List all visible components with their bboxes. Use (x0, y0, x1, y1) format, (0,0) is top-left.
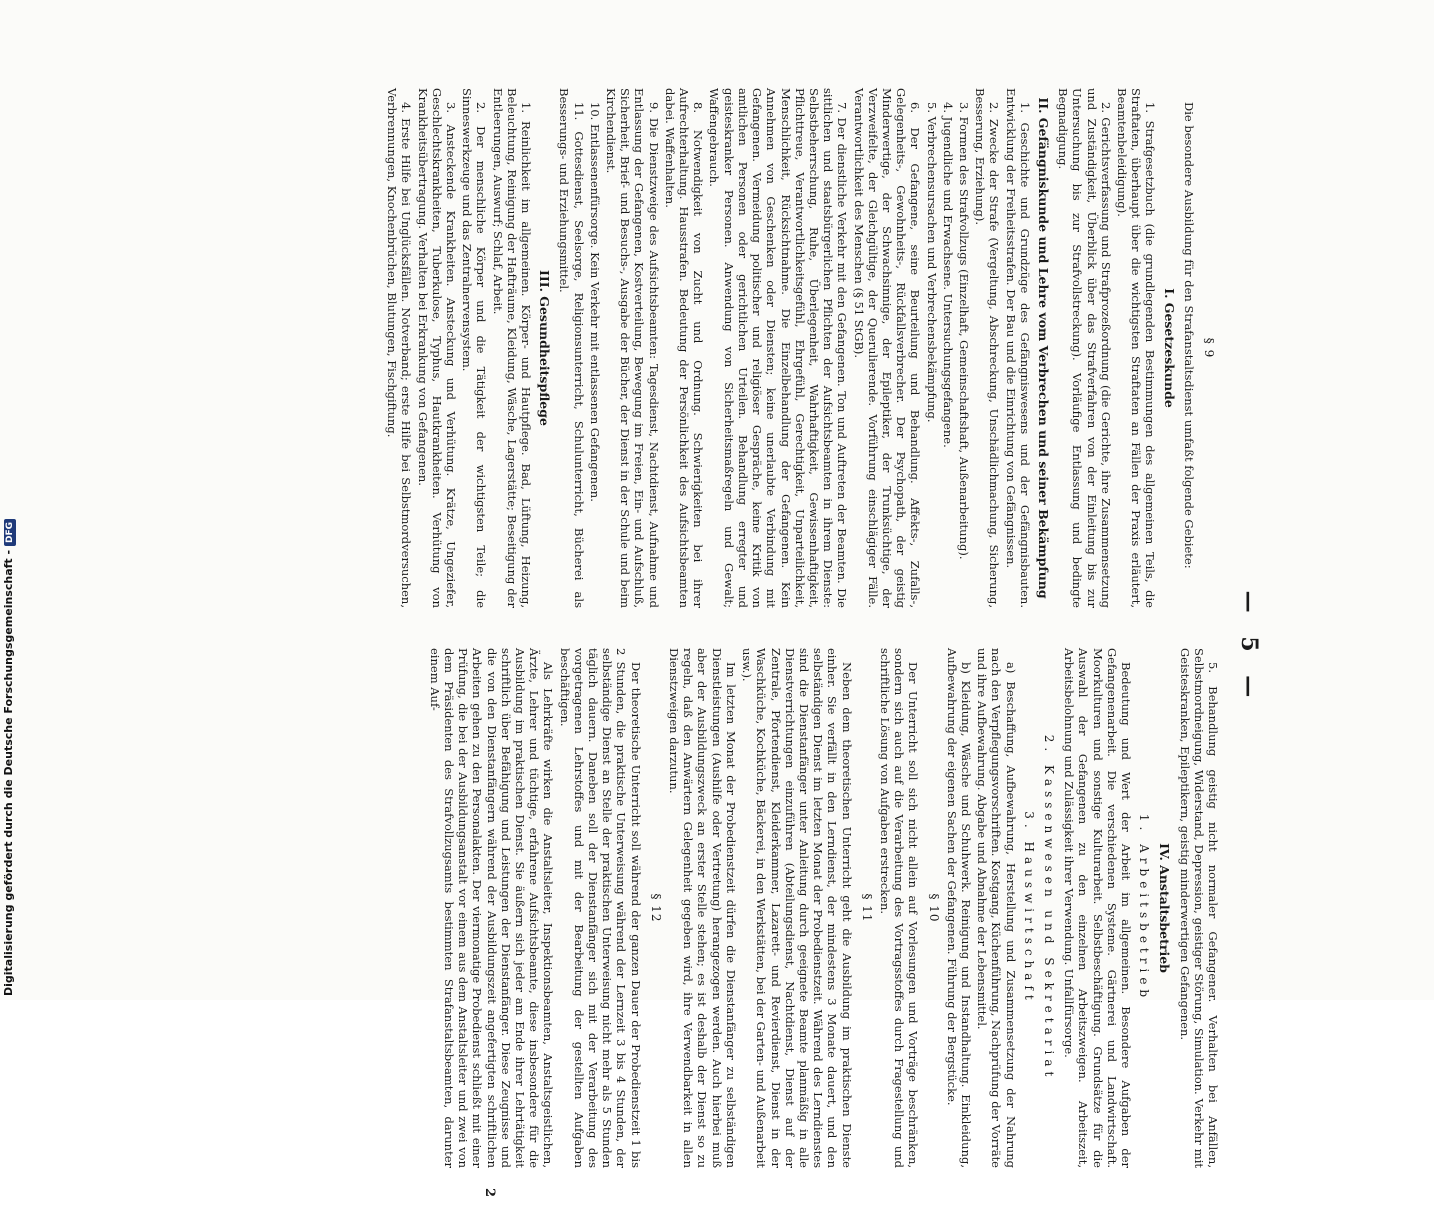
s2-item: 5. Verbrechensursachen und Verbrechensbekämpfung. (924, 102, 939, 423)
s2-item: 3. Formen des Strafvollzugs (Einzelhaft, Gemeinschaftshaft, Außenarbeitung). (956, 102, 971, 560)
s2-item: 6. Der Gefangene, seine Beurteilung und Behandlung. Affekts-, Zufalls-, Gelegenheits-, Gewohnheits-, Rückfallsverbrecher. Der Psychopath, der geistig Minderwertige, der Schwachsinnige, der Epileptiker, der Trunksüchtige, der Verzweifelte, der Gleichgültige, der Querulierende. Vorführung einschlägiger Fälle. Verantwortlichkeit des Menschen (§ 51 StGB). (851, 88, 923, 608)
arbeitsbetrieb-text: Bedeutung und Wert der Arbeit im allgemeinen. Besondere Aufgaben der Gefangenenarbeit. Die verschiedenen Systeme. Gärtnerei und Landwirtschaft. Moorkulturen und sonstige Kulturarbeit. Selbstbeschäftigung. Grundsätze für die Auswahl der Gefangenen zu den einzelnen Arbeitszweigen. Arbeitszeit, Arbeitsbelohnung und Zulässigkeit ihrer Verwendung. Unfallfürsorge. (1062, 648, 1133, 1168)
paragraph-9-title: § 9 (1202, 337, 1216, 359)
s1-item: 2. Gerichtsverfassung und Strafprozeßordnung (die Gerichte, ihre Zusammensetzung und Zuständigkeit, Überblick über das Strafverfahren von der Einleitung bis zur Untersuchung bis zur Strafvollstreckung). Vorläufige Entlassung und bedingte Begnadigung. (1056, 88, 1113, 608)
left-column (383, 88, 1220, 608)
subsection-arbeitsbetrieb: 1. Arbeitsbetrieb (1137, 813, 1152, 1003)
paragraph-11-title: § 11 (859, 893, 874, 923)
paragraph-13-text: Als Lehrkräfte wirken die Anstaltsleiter, Inspektionsbeamten, Anstaltsgeistlichen, Ärzte, Lehrer und tüchtige, erfahrene Aufsichtsbeamte, diese insbesondere für die Ausbildung im praktischen Dienst. Sie äußern sich jeder am Ende ihrer Lehrtätigkeit schriftlich über Befähigung und Leistungen der Dienstanfänger. Diese Zeugnisse und die von den Dienstanfängern während der Ausbildungszeit angefertigten schriftlichen Arbeiten gehen zu den Personalakten. Der viermonatige Probedienst schließt mit einer Prüfung, die bei der Ausbildungsanstalt vor einem aus dem Anstaltsleiter und zwei von dem Präsidenten des Strafvollzugsamts bestimmten Strafanstaltsbeamten, darunter einem Auf- (427, 648, 556, 1168)
s2-item: 10. Entlassenenfürsorge. Kein Verkehr mit entlassenen Gefangenen. (587, 102, 602, 502)
s2-item: 11. Gottesdienst, Seelsorge, Religionsunterricht, Schulunterricht, Bücherei als Besserungs- und Erziehungsmittel. (557, 88, 586, 608)
paragraph-11-text: Neben dem theoretischen Unterricht geht die Ausbildung im praktischen Dienste einher. Sie verfällt in den Lerndienst, der mindestens 3 Monate dauert, und den selbständigen Dienst im letzten Monat der Probedienstzeit. Während des Lerndienstes sind die Dienstanfänger unter Anleitung durch geeignete Beamte planmäßig in alle Dienstverrichtungen einzuführen (Abteilungsdienst, Nachtdienst, Dienst auf der Zentrale, Pfortendienst, Kleiderkammer, Lazarett- und Revierdienst, Dienst in der Waschküche, Kochküche, Bäckerei, in den Werkstätten, bei der Garten- und Außenarbeit usw.). (740, 648, 854, 1168)
credit-text: Digitalisierung gefördert durch die Deutsche Forschungsgemeinschaft - (2, 549, 15, 996)
paragraph-10-title: § 10 (926, 893, 941, 923)
section-3-title: III. Gesundheitspflege (537, 270, 553, 426)
s3-item: 3. Ansteckende Krankheiten. Ansteckung und Verhütung. Krätze, Ungeziefer, Geschlechtskrankheiten, Tuberkulose, Typhus, Hautkrankheiten. Verhütung von Krankheitsübertragung. Verhalten bei Erkrankung von Gefangenen. (415, 88, 459, 608)
paragraph-11-text: Im letzten Monat der Probedienstzeit dürfen die Dienstanfänger zu selbständigen Dienstleistungen (Aushilfe oder Vertretung) herangezogen werden. Auch hierbei muß aber der Ausbildungszweck an erster Stelle stehen; es ist deshalb der Dienst so zu regeln, daß den Anwärtern Gelegenheit gegeben wird, ihre Verwendbarkeit in allen Dienstzweigen darzutun. (667, 648, 738, 1168)
paragraph-12-text: Der theoretische Unterricht soll während der ganzen Dauer der Probedienstzeit 1 bis 2 Stunden, die praktische Unterweisung während der Lernzeit 3 bis 4 Stunden, der selbständige Dienst an Stelle der praktischen Unterweisung nicht mehr als 5 Stunden täglich dauern. Daneben soll der Dienstanfänger sich mit der Verarbeitung des vorgetragenen Lehrstoffes und mit der Bearbeitung der gestellten Aufgaben beschäftigen. (557, 648, 643, 1168)
dfg-logo: DFG (4, 519, 16, 546)
s2-item: 1. Geschichte und Grundzüge des Gefängniswesens und der Gefängnisbauten. Entwicklung der Freiheitsstrafen. Der Bau und die Einrichtung von Gefängnissen. (1003, 88, 1032, 608)
digitization-credit (2, 519, 16, 996)
paragraph-12-title: § 12 (648, 893, 663, 923)
section-2-title: II. Gefängniskunde und Lehre vom Verbrechen und seiner Bekämpfung (1035, 97, 1051, 599)
section-4-title: IV. Anstaltsbetrieb (1157, 843, 1173, 973)
right-column (426, 648, 1220, 1168)
s2-item: 9. Die Dienstzweige des Aufsichtsbeamten: Tagesdienst, Nachtdienst, Aufnahme und Entlassung der Gefangenen, Kostverteilung, Bewegung im Freien, Ein- und Aufschluß, Sicherheit, Brief- und Besuchs-, Ausgabe der Bücher, der Dienst in der Schule und beim Kirchendienst. (604, 88, 661, 608)
s2-item: 4. Jugendliche und Erwachsene. Untersuchungsgefangene. (940, 102, 955, 448)
section-1-title: I. Gesetzeskunde (1161, 288, 1177, 408)
hauswirtschaft-a: a) Beschaffung, Aufbewahrung, Herstellung und Zusammensetzung der Nahrung nach den Verpflegungsvorschriften. Kostgang, Küchenführung, Nachprüfung der Vorräte und ihre Aufbewahrung. Abgabe und Abnahme der Lebensmittel. (975, 648, 1018, 1168)
page-footer-number: 2 (482, 1188, 497, 1198)
paragraph-10-text: Der Unterricht soll sich nicht allein auf Vorlesungen und Vorträge beschränken, sondern sich auch auf die Verarbeitung des Vortragsstoffes durch Fragestellung und schriftliche Lösung von Aufgaben erstrecken. (877, 648, 921, 1168)
s2-item: 2. Zwecke der Strafe (Vergeltung, Abschreckung, Unschädlichmachung, Sicherung, Besserung, Erziehung). (973, 88, 1002, 608)
s3-item: 1. Reinlichkeit im allgemeinen. Körper- und Hautpflege. Bad, Lüftung, Heizung, Beleuchtung, Reinigung der Hafträume, Kleidung, Wäsche, Lagerstätte; Beseitigung der Entleerungen, Auswurf; Schlaf, Arbeit. (490, 88, 534, 608)
page-number-header: — 5 — (1236, 590, 1262, 706)
s2-item: 7. Der dienstliche Verkehr mit den Gefangenen. Ton und Auftreten der Beamten. Die sittlichen und staatsbürgerlichen Pflichten der Aufsichtsbeamten in ihrem Dienste: Selbstbeherrschung, Ruhe, Überlegenheit, Wahrhaftigkeit, Gewissenhaftigkeit, Pflichttreue, Verantwortlichkeitsgefühl, Ehrgefühl, Gerechtigkeit, Unparteilichkeit, Menschlichkeit, Rücksichtnahme. Die Einzelbehandlung der Gefangenen. Kein Annehmen von Geschenken oder Diensten; keine unerlaubte Verbindung mit Gefangenen. Vermeidung politischer und religiöser Gespräche, keine Kritik von amtlichen Personen oder gerichtlichen Urteilen. Behandlung erregter und geisteskranker Personen. Anwendung von Sicherheitsmaßregeln und Gewalt; Waffengebrauch. (707, 88, 850, 608)
s2-item: 8. Notwendigkeit von Zucht und Ordnung. Schwierigkeiten bei ihrer Aufrechterhaltung. Hausstrafen. Bedeutung der Persönlichkeit des Aufsichtsbeamten dabei. Waffenhalten. (662, 88, 706, 608)
s3-item: 4. Erste Hilfe bei Unglücksfällen. Notverband; erste Hilfe bei Selbstmordversuchen, Verbrennungen, Knochenbrüchen, Blutungen, Fischgiftung. (385, 88, 414, 608)
hauswirtschaft-b: b) Kleidung, Wäsche und Schuhwerk. Reinigung und Instandhaltung. Einkleidung, Aufbewahrung der eigenen Sachen der Gefangenen. Führung der Bergstücke. (944, 648, 973, 1168)
s1-item: 1. Strafgesetzbuch (die grundlegenden Bestimmungen des allgemeinen Teils, die Straftaten, überhaupt über die wichtigsten Straftaten an Fällen der Praxis erläutert, Beamtenbeleidigung). (1114, 88, 1158, 608)
s2-item-continued: 5. Behandlung geistig nicht normaler Gefangener. Verhalten bei Anfällen, Selbstmordneigung, Widerstand, Depression, geistiger Störung, Simulation. Verkehr mit Geisteskranken, Epileptikern, geistig minderwertigen Gefangenen. (1177, 648, 1220, 1168)
intro-text: Die besondere Ausbildung für den Strafanstaltsdienst umfaßt folgende Gebiete: (1181, 102, 1196, 569)
subsection-kassenwesen: 2. Kassenwesen und Sekretariat (1041, 734, 1056, 1082)
s3-item: 2. Der menschliche Körper und die Tätigkeit der wichtigsten Teile; die Sinneswerkzeuge und das Zentralnervensystem. (460, 88, 489, 608)
rotated-content (142, 88, 1262, 1198)
subsection-hauswirtschaft: 3. Hauswirtschaft (1021, 811, 1036, 1005)
